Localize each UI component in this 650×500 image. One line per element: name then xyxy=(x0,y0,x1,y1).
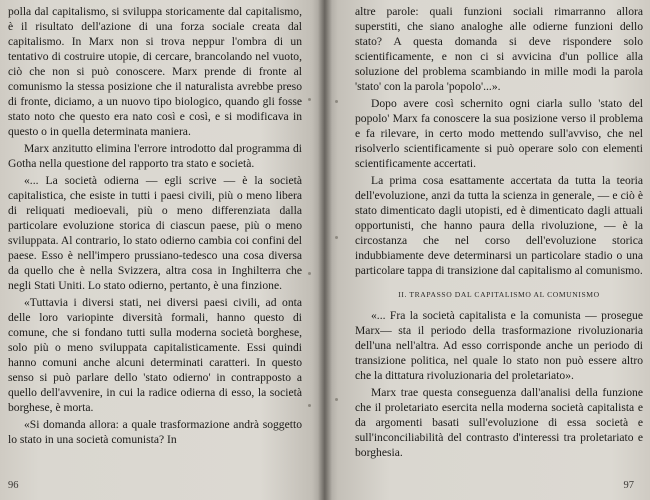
binding-hole xyxy=(335,236,338,239)
paragraph: «... La società odierna — egli scrive — è la società capitalistica, che esiste in tutti i paesi civili, più o meno libera di reliquati medioevali, più o meno differenziata dalla particolare evoluzione storica di ciascun paese, più o meno sviluppata. Al contrario, lo stato odierno cambia coi confini del paese. Esso è nell'impero prussiano-tedesco una cosa diversa da quello che è nella Svizzera, altra cosa in Inghilterra che negli Stati Uniti. Lo stato odierno, pertanto, è una finzione. xyxy=(8,174,302,292)
binding-hole xyxy=(335,100,338,103)
paragraph: «Tuttavia i diversi stati, nei diversi paesi civili, ad onta delle loro variopinte diversità formali, hanno questo di comune, che si fondano tutti sulla moderna società borghese, solo più o meno sviluppata capitalisticamente. Essi quindi hanno comuni anche alcuni determinati caratteri. In questo senso si può parlare dello 'stato odierno' in contrapposto a quello dell'avvenire, in cui la radice odierna di esso, la società borghese, è morta. xyxy=(8,296,302,414)
left-page-text xyxy=(8,4,302,447)
page-number: 96 xyxy=(8,480,19,491)
binding-hole xyxy=(308,98,311,101)
right-page-text xyxy=(355,4,643,460)
binding-hole xyxy=(308,404,311,407)
paragraph: «... Fra la società capitalista e la comunista — prosegue Marx— sta il periodo della trasformazione rivoluzionaria dell'una nell'altra. Ad esso corrisponde anche un periodo di transizione politica, nel quale lo stato non può essere altro che la dittatura rivoluzionaria del proletariato». xyxy=(355,309,643,382)
paragraph: Marx anzitutto elimina l'errore introdotto dal programma di Gotha nella questione del rapporto tra stato e società. xyxy=(8,142,302,170)
paragraph: polla dal capitalismo, si sviluppa storicamente dal capitalismo, è il risultato dell'azione di una forza sociale creata dal capitalismo. In Marx non si trova neppur l'ombra di un tentativo di costruire utopie, di cercare, brancolando nel vuoto, ciò che non si può conoscere. Marx prende di fronte al comunismo la stessa posizione che il naturalista avrebbe preso di fronte, diciamo, a un nuovo tipo biologico, quando gli fosse stato noto che questo era nato così e così, e si modificava in questo o in quella determinata maniera. xyxy=(8,5,302,138)
right-page xyxy=(325,0,650,500)
paragraph: «Si domanda allora: a quale trasformazione andrà soggetto lo stato in una società comunista? In xyxy=(8,418,302,446)
paragraph: Dopo avere così schernito ogni ciarla sullo 'stato del popolo' Marx fa conoscere la sua posizione verso il problema e fa rilevare, in certo modo mettendo sull'avviso, che nel risolverlo scientificamente si può operare solo con elementi scientificamente accertati. xyxy=(355,97,643,170)
paragraph: La prima cosa esattamente accertata da tutta la teoria dell'evoluzione, anzi da tutta la scienza in generale, — e ciò è stato dimenticato dagli utopisti, ed è dimenticato dagli attuali opportunisti, che hanno paura della rivoluzione, — è la circostanza che nel corso dell'evoluzione storica indubbiamente deve determinarsi un particolare stadio o una particolare tappa di transizione dal capitalismo al comunismo. xyxy=(355,174,643,277)
binding-hole xyxy=(308,272,311,275)
paragraph: altre parole: quali funzioni sociali rimarranno allora superstiti, che siano analoghe alle odierne funzioni dello stato? A questa domanda si deve rispondere solo scientificamente, e non ci si avvicina d'un pollice alla soluzione del problema scambiando in mille modi la parola 'stato' con la parola 'popolo'...». xyxy=(355,5,643,93)
section-heading: II. TRAPASSO DAL CAPITALISMO AL COMUNISMO xyxy=(398,290,600,299)
paragraph: Marx trae questa conseguenza dall'analisi della funzione che il proletariato esercita nella moderna società capitalista e da argomenti basati sull'evoluzione di essa società e sull'inconciliabilità del contrasto d'interessi tra proletariato e borghesia. xyxy=(355,386,643,459)
binding-hole xyxy=(335,398,338,401)
page-number: 97 xyxy=(623,480,634,491)
